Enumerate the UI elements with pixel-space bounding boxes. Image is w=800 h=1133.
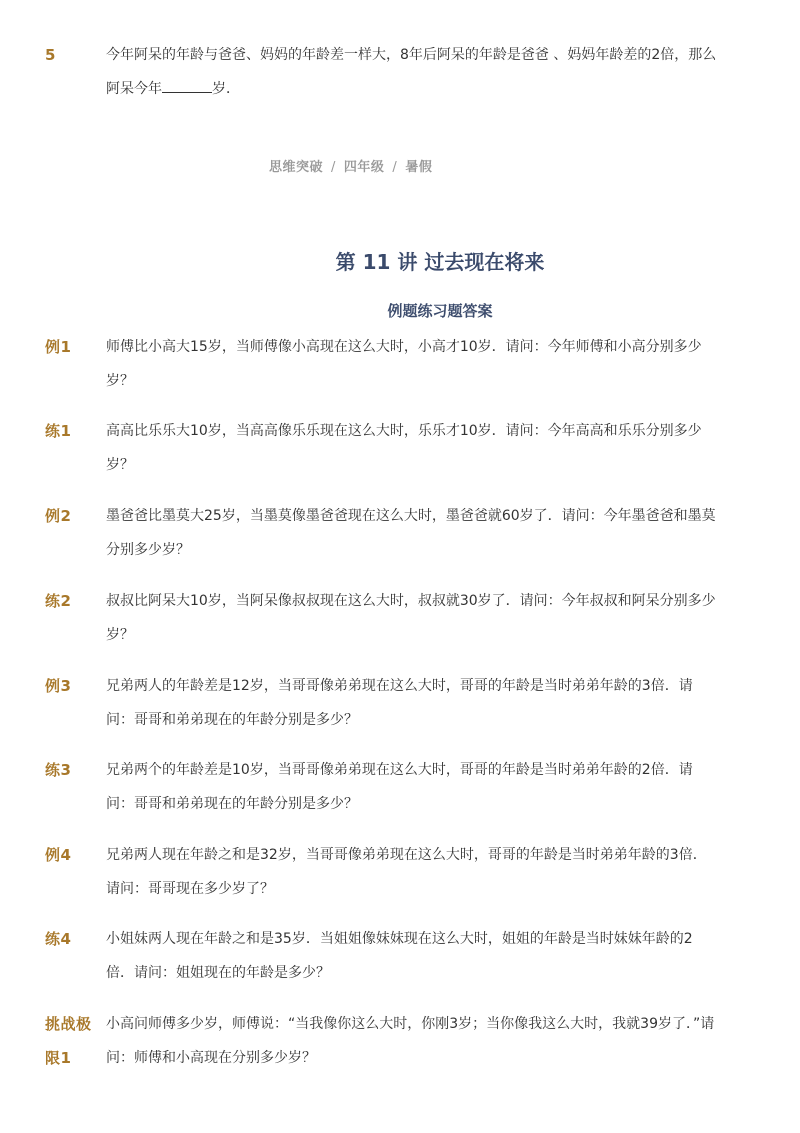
problem-text: 师傅比小高大15岁，当师傅像小高现在这么大时，小高才10岁．请问：今年师傅和小高分别多少岁？ (106, 339, 702, 389)
problem-text: 兄弟两人的年龄差是12岁，当哥哥像弟弟现在这么大时，哥哥的年龄是当时弟弟年龄的3倍．请问：哥哥和弟弟现在的年龄分别是多少？ (106, 678, 693, 728)
problem-label: 练4 (45, 930, 72, 948)
breadcrumb-grade: 四年级 (343, 160, 385, 175)
breadcrumb-course: 思维突破 (269, 160, 324, 175)
problem-label: 例1 (45, 338, 72, 356)
problem-text (106, 38, 718, 106)
problem-text: 兄弟两人现在年龄之和是32岁，当哥哥像弟弟现在这么大时，哥哥的年龄是当时弟弟年龄的3倍．请问：哥哥现在多少岁了？ (106, 847, 707, 897)
lecture-title: 第 11 讲 过去现在将来 (335, 250, 545, 274)
section-title: 例题练习题答案 (387, 302, 493, 320)
breadcrumb-separator: / (392, 160, 398, 175)
problem-text: 小姐妹两人现在年龄之和是35岁．当姐姐像妹妹现在这么大时，姐姐的年龄是当时妹妹年龄的2倍．请问：姐姐现在的年龄是多少？ (106, 931, 693, 981)
problem-number: 5 (45, 46, 56, 64)
problem-text-before-blank: 今年阿呆的年龄与爸爸、妈妈的年龄差一样大，8年后阿呆的年龄是爸爸 、妈妈年龄差的2倍，那么阿呆今年 (106, 47, 717, 97)
problem-label: 例3 (45, 677, 72, 695)
problem-text: 高高比乐乐大10岁，当高高像乐乐现在这么大时，乐乐才10岁．请问：今年高高和乐乐分别多少岁？ (106, 423, 702, 473)
problem-text: 兄弟两个的年龄差是10岁，当哥哥像弟弟现在这么大时，哥哥的年龄是当时弟弟年龄的2倍．请问：哥哥和弟弟现在的年龄分别是多少？ (106, 762, 693, 812)
problem-text: 墨爸爸比墨莫大25岁，当墨莫像墨爸爸现在这么大时，墨爸爸就60岁了．请问：今年墨爸爸和墨莫分别多少岁？ (106, 508, 716, 558)
problem-label: 例2 (45, 507, 72, 525)
breadcrumb-separator: / (331, 160, 336, 175)
problem-label: 练1 (45, 422, 72, 440)
problem-label: 练2 (45, 592, 72, 610)
problem-label: 挑战极限1 (45, 1015, 92, 1067)
problem-label: 例4 (45, 846, 72, 864)
breadcrumb-term: 暑假 (405, 160, 433, 175)
problem-label: 练3 (45, 761, 72, 779)
answer-blank (162, 78, 212, 93)
problem-text: 小高问师傅多少岁，师傅说：“当我像你这么大时，你刚3岁；当你像我这么大时，我就39岁了．”请问：师傅和小高现在分别多少岁？ (106, 1016, 715, 1066)
problem-text-after-blank: 岁． (212, 81, 240, 97)
breadcrumb (269, 156, 432, 175)
problem-text: 叔叔比阿呆大10岁，当阿呆像叔叔现在这么大时，叔叔就30岁了．请问：今年叔叔和阿呆分别多少岁？ (106, 593, 716, 643)
